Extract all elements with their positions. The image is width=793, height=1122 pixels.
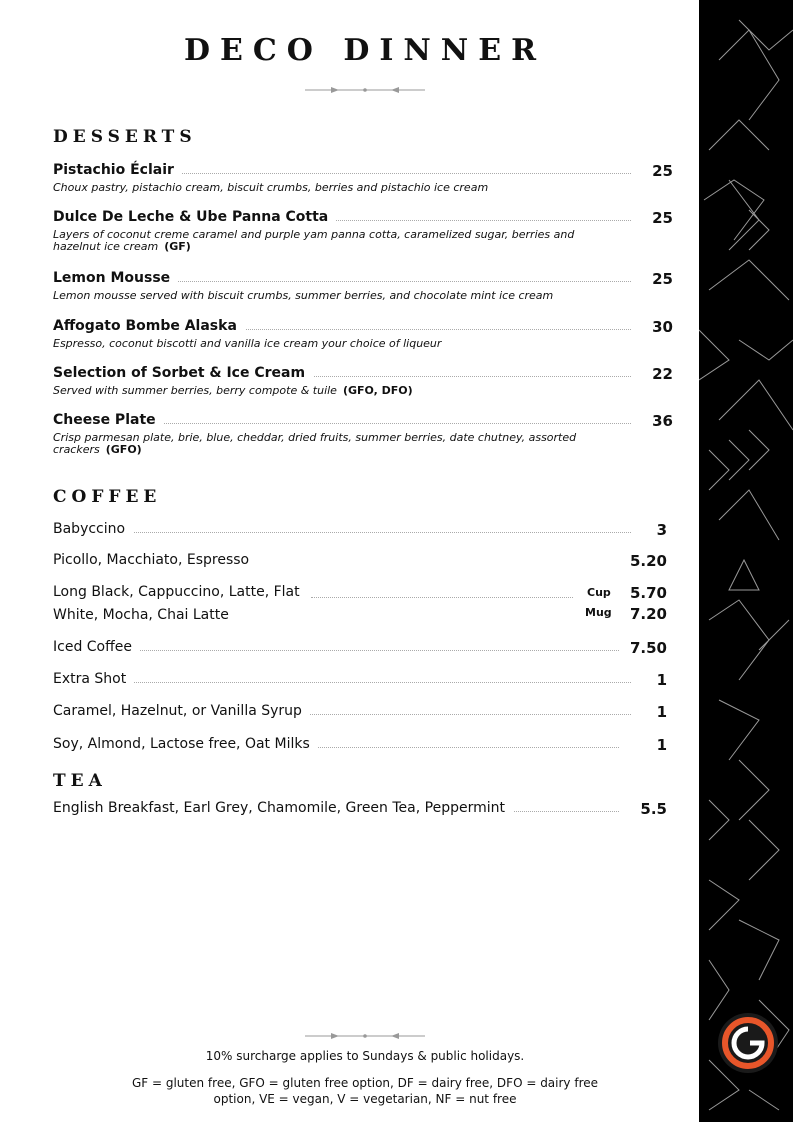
decorative-side-band <box>699 0 793 1122</box>
item-price: 25 <box>644 209 673 227</box>
item-name: Lemon Mousse <box>53 270 178 286</box>
leader-dots <box>53 532 631 533</box>
dietary-tag: (GF) <box>164 240 191 253</box>
item-description: Layers of coconut creme caramel and purple yam panna cotta, caramelized sugar, berries and hazelnut ice cream (GF) <box>53 228 575 253</box>
item-description: Lemon mousse served with biscuit crumbs, summer berries, and chocolate mint ice cream <box>53 289 554 302</box>
section-heading-tea: TEA <box>53 771 107 791</box>
menu-item <box>53 521 667 541</box>
menu-item <box>53 671 667 691</box>
cup-price: 5.70 <box>629 584 667 602</box>
menu-item <box>53 800 667 820</box>
dietary-tag: (GFO) <box>105 443 142 456</box>
item-price: 1 <box>649 703 667 721</box>
item-name: Caramel, Hazelnut, or Vanilla Syrup <box>53 703 310 719</box>
item-name: Babyccino <box>53 521 133 537</box>
item-name: Soy, Almond, Lactose free, Oat Milks <box>53 736 318 752</box>
item-description: Crisp parmesan plate, brie, blue, cheddar, dried fruits, summer berries, date chutney, assorted crackers (GFO) <box>53 431 577 456</box>
menu-item <box>53 703 667 723</box>
item-price: 5.5 <box>632 800 667 818</box>
item-name: English Breakfast, Earl Grey, Chamomile, Green Tea, Peppermint <box>53 800 513 816</box>
item-name: Picollo, Macchiato, Espresso <box>53 552 257 568</box>
menu-item <box>53 365 673 397</box>
dietary-tag: (GFO, DFO) <box>342 384 413 397</box>
menu-item <box>53 162 673 194</box>
item-description: Espresso, coconut biscotti and vanilla ice cream your choice of liqueur <box>53 337 442 350</box>
item-price: 22 <box>644 365 673 383</box>
art-deco-divider-icon <box>305 85 425 95</box>
surcharge-note: 10% surcharge applies to Sundays & public holidays. <box>205 1049 525 1063</box>
menu-item <box>53 736 667 756</box>
menu-item <box>53 209 673 253</box>
item-name-line1: Long Black, Cappuccino, Latte, Flat <box>53 584 300 600</box>
dietary-legend <box>0 1075 730 1107</box>
item-description: Served with summer berries, berry compote & tuile (GFO, DFO) <box>53 384 413 397</box>
item-name: Iced Coffee <box>53 639 140 655</box>
mug-label: Mug <box>585 606 612 619</box>
cup-label: Cup <box>587 586 611 599</box>
menu-item <box>53 270 673 302</box>
item-name: Cheese Plate <box>53 412 164 428</box>
dietary-legend-line1: GF = gluten free, GFO = gluten free option, DF = dairy free, DFO = dairy free <box>131 1076 599 1090</box>
item-price: 30 <box>644 318 673 336</box>
mug-price: 7.20 <box>629 605 667 623</box>
art-deco-divider-icon <box>305 1031 425 1041</box>
menu-title: DECO DINNER <box>183 33 547 68</box>
item-price: 1 <box>649 736 667 754</box>
item-name: Selection of Sorbet & Ice Cream <box>53 365 313 381</box>
section-heading-desserts: DESSERTS <box>53 127 197 147</box>
item-name: Extra Shot <box>53 671 134 687</box>
menu-item <box>53 552 667 572</box>
item-price: 36 <box>644 412 673 430</box>
item-name: Affogato Bombe Alaska <box>53 318 245 334</box>
dietary-legend-line2: option, VE = vegan, V = vegetarian, NF = nut free <box>213 1092 517 1106</box>
menu-item-cup-mug <box>53 584 667 628</box>
menu-item <box>53 318 673 350</box>
venue-logo-icon <box>716 1011 780 1075</box>
section-heading-coffee: COFFEE <box>53 487 162 507</box>
menu-item <box>53 639 667 659</box>
item-name: Pistachio Éclair <box>53 162 182 178</box>
item-price: 25 <box>644 162 673 180</box>
item-price: 3 <box>649 521 667 539</box>
item-description: Choux pastry, pistachio cream, biscuit crumbs, berries and pistachio ice cream <box>53 181 489 194</box>
item-price: 5.20 <box>622 552 667 570</box>
item-name: Dulce De Leche & Ube Panna Cotta <box>53 209 336 225</box>
leader-dots <box>311 597 573 598</box>
leader-dots <box>53 682 631 683</box>
geometric-pattern-icon <box>699 0 793 1122</box>
item-name-line2: White, Mocha, Chai Latte <box>53 607 229 623</box>
item-price: 1 <box>649 671 667 689</box>
menu-item <box>53 412 673 456</box>
item-price: 7.50 <box>622 639 667 657</box>
item-price: 25 <box>644 270 673 288</box>
